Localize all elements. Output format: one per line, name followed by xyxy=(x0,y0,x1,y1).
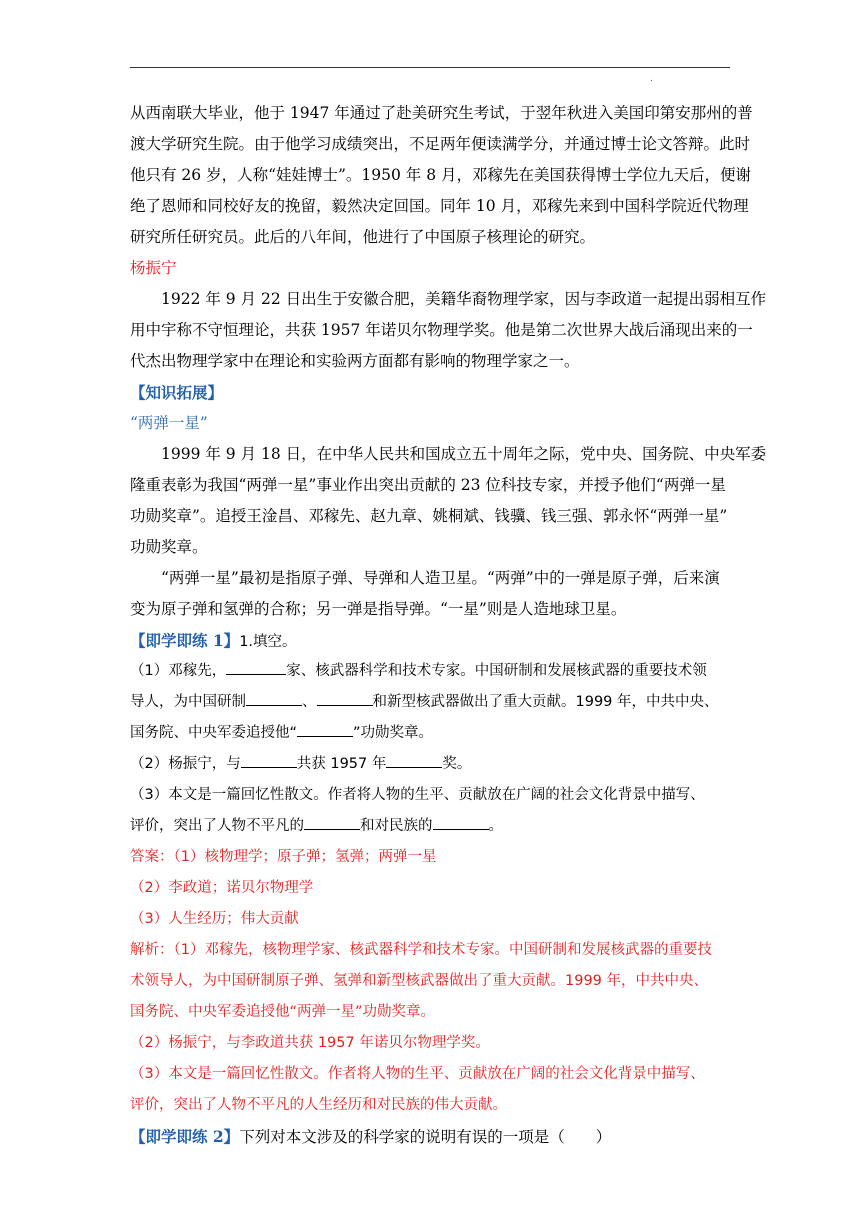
answer-line: （3）人生经历；伟大贡献 xyxy=(130,911,299,927)
question-text: （2）杨振宁，与 xyxy=(130,756,241,772)
question-1-line-3 xyxy=(130,718,730,749)
practice-2-question: 下列对本文涉及的科学家的说明有误的一项是（ ） xyxy=(239,1128,612,1146)
answer-blank xyxy=(241,752,297,768)
question-3-line-1: （3）本文是一篇回忆性散文。作者将人物的生平、贡献放在广阔的社会文化背景中描写、 xyxy=(130,787,705,803)
question-text: 奖。 xyxy=(442,756,472,772)
question-1-line-2 xyxy=(130,687,730,718)
paragraph-line: 功勋奖章”。追授王淦昌、邓稼先、赵九章、姚桐斌、钱骥、钱三强、郭永怀“两弹一星” xyxy=(130,507,728,525)
answer-blank xyxy=(226,659,286,675)
question-text: 国务院、中央军委追授他“ xyxy=(130,725,298,741)
extension-paragraph-1 xyxy=(130,439,767,563)
paragraph-line: 代杰出物理学家中在理论和实验两方面都有影响的物理学家之一。 xyxy=(130,352,580,370)
question-text: 。 xyxy=(488,818,503,834)
knowledge-extension-heading: 【知识拓展】 xyxy=(130,383,224,402)
answer-blank xyxy=(297,721,353,737)
practice-1-heading xyxy=(130,625,730,656)
question-text: 、 xyxy=(302,694,317,710)
question-text: 导人，为中国研制 xyxy=(130,694,246,710)
practice-1-tag: 【即学即练 1】 xyxy=(130,631,240,650)
paragraph-line: 用中宇称不守恒理论，共获 1957 年诺贝尔物理学奖。他是第二次世界大战后涌现出来的一 xyxy=(130,321,753,339)
practice-2-tag: 【即学即练 2】 xyxy=(130,1127,240,1146)
answer-line: （2）李政道；诺贝尔物理学 xyxy=(130,880,314,896)
paragraph-line: 他只有 26 岁，人称“娃娃博士”。1950 年 8 月，邓稼先在美国获得博士学位九天后，便谢 xyxy=(130,166,752,184)
paragraph-line: 绝了恩师和同校好友的挽留，毅然决定回国。同年 10 月，邓稼先来到中国科学院近代物理 xyxy=(130,197,749,215)
answer-blank xyxy=(246,690,302,706)
analysis-line: 解析：（1）邓稼先，核物理学家、核武器科学和技术专家。中国研制和发展核武器的重要技 xyxy=(130,942,712,958)
question-text: 和新型核武器做出了重大贡献。1999 年，中共中央、 xyxy=(372,694,719,710)
question-text: 评价，突出了人物不平凡的 xyxy=(130,818,304,834)
yang-name-heading: 杨振宁 xyxy=(130,259,177,277)
deng-bio-paragraph xyxy=(130,98,753,253)
question-text: 共获 1957 年 xyxy=(296,756,387,772)
practice-1-title: 1.填空。 xyxy=(239,634,297,650)
answer-blank xyxy=(317,690,373,706)
question-text: ”功勋奖章。 xyxy=(353,725,434,741)
paragraph-line: 从西南联大毕业，他于 1947 年通过了赴美研究生考试，于翌年秋进入美国印第安那州的普 xyxy=(130,104,753,122)
paragraph-line: “两弹一星”最初是指原子弹、导弹和人造卫星。“两弹”中的一弹是原子弹，后来演 xyxy=(161,569,720,587)
analysis-line: 术领导人，为中国研制原子弹、氢弹和新型核武器做出了重大贡献。1999 年，中共中央、 xyxy=(130,973,709,989)
question-text: 和对民族的 xyxy=(360,818,433,834)
answer-line: 答案：（1）核物理学；原子弹；氢弹；两弹一星 xyxy=(130,849,437,865)
yang-bio-paragraph xyxy=(130,284,767,377)
two-bombs-subtitle: “两弹一星” xyxy=(130,414,208,432)
paragraph-line: 1922 年 9 月 22 日出生于安徽合肥，美籍华裔物理学家，因与李政道一起提出弱相互作 xyxy=(161,290,767,308)
question-text: 家、核武器科学和技术专家。中国研制和发展核武器的重要技术领 xyxy=(286,663,707,679)
paragraph-line: 1999 年 9 月 18 日，在中华人民共和国成立五十周年之际，党中央、国务院、中央军委 xyxy=(161,445,767,463)
analysis-line: 评价，突出了人物不平凡的人生经历和对民族的伟大贡献。 xyxy=(130,1097,507,1113)
analysis-line: （2）杨振宁，与李政道共获 1957 年诺贝尔物理学奖。 xyxy=(130,1035,490,1051)
question-3-line-2 xyxy=(130,811,730,842)
question-2-line xyxy=(130,749,730,780)
analysis-block xyxy=(130,935,730,1121)
practice-2-heading xyxy=(130,1121,730,1152)
answer-blank xyxy=(386,752,442,768)
extension-paragraph-2 xyxy=(130,563,730,625)
paragraph-line: 变为原子弹和氢弹的合称；另一弹是指导弹。“一星”则是人造地球卫星。 xyxy=(130,600,627,618)
answer-block xyxy=(130,842,730,935)
analysis-line: 国务院、中央军委追授他“两弹一星”功勋奖章。 xyxy=(130,1004,436,1020)
answer-blank xyxy=(433,814,489,830)
header-rule xyxy=(130,67,730,68)
paragraph-line: 研究所任研究员。此后的八年间，他进行了中国原子核理论的研究。 xyxy=(130,228,596,246)
header-mark: . xyxy=(650,74,653,84)
document-body xyxy=(130,98,767,1152)
practice-1-questions xyxy=(130,656,730,842)
question-text: （1）邓稼先， xyxy=(130,663,227,679)
analysis-line: （3）本文是一篇回忆性散文。作者将人物的生平、贡献放在广阔的社会文化背景中描写、 xyxy=(130,1066,705,1082)
paragraph-line: 功勋奖章。 xyxy=(130,538,208,556)
paragraph-line: 隆重表彰为我国“两弹一星”事业作出突出贡献的 23 位科技专家，并授予他们“两弹一星 xyxy=(130,476,726,494)
question-1-line-1 xyxy=(130,656,730,687)
answer-blank xyxy=(304,814,360,830)
paragraph-line: 渡大学研究生院。由于他学习成绩突出，不足两年便读满学分，并通过博士论文答辩。此时 xyxy=(130,135,751,153)
